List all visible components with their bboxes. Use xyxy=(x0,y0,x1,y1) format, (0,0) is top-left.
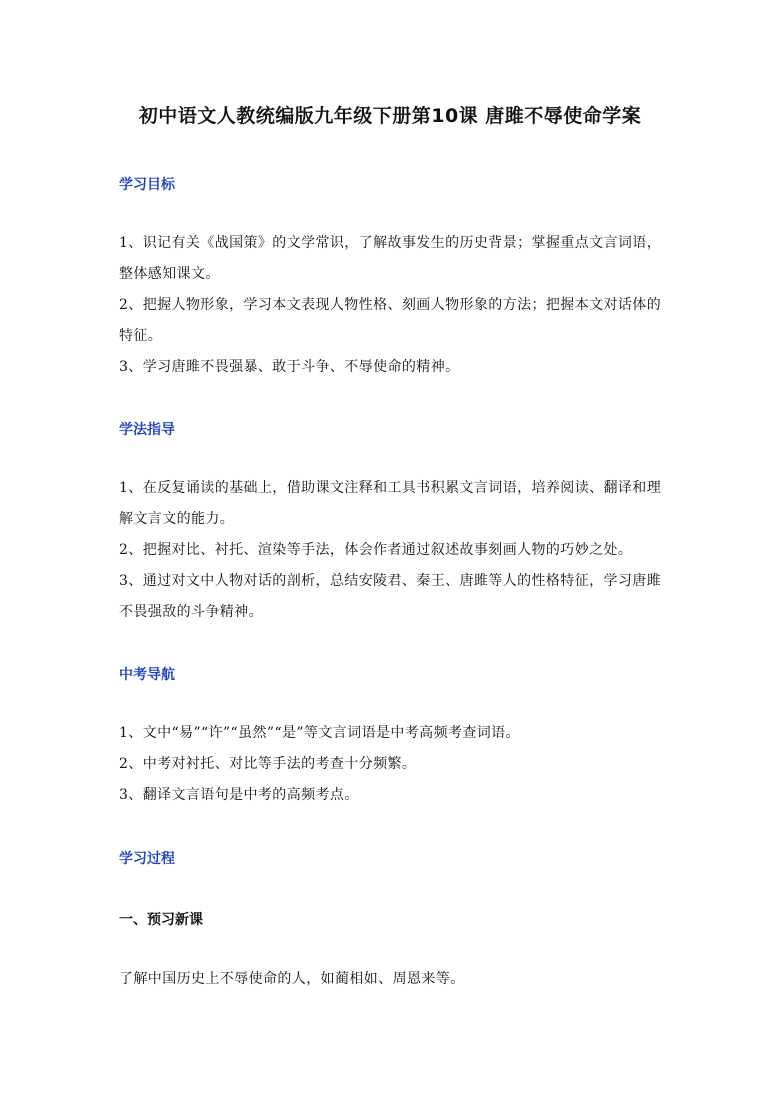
exam-guide-list xyxy=(119,718,664,811)
section-heading-exam-guide: 中考导航 xyxy=(119,667,175,683)
list-item: 2、把握人物形象，学习本文表现人物性格、刻画人物形象的方法；把握本文对话体的特征。 xyxy=(119,297,662,344)
list-item: 3、学习唐雎不畏强暴、敢于斗争、不辱使命的精神。 xyxy=(119,359,460,375)
list-item: 2、中考对衬托、对比等手法的考查十分频繁。 xyxy=(119,756,417,772)
list-item: 1、识记有关《战国策》的文学常识，了解故事发生的历史背景；掌握重点文言词语，整体感知课文。 xyxy=(119,235,662,282)
list-item: 3、通过对文中人物对话的剖析，总结安陵君、秦王、唐雎等人的性格特征，学习唐雎不畏强敌的斗争精神。 xyxy=(119,573,662,620)
paragraph-text: 了解中国历史上不辱使命的人，如蔺相如、周恩来等。 xyxy=(119,971,465,987)
section-heading-methods: 学法指导 xyxy=(119,422,175,438)
methods-list xyxy=(119,473,664,628)
preview-paragraph xyxy=(119,964,664,995)
objectives-list xyxy=(119,228,664,383)
document-title: 初中语文人教统编版九年级下册第10课 唐雎不辱使命学案 xyxy=(138,105,642,127)
section-heading-process: 学习过程 xyxy=(119,851,175,867)
section-heading-objectives: 学习目标 xyxy=(119,177,175,193)
list-item: 1、在反复诵读的基础上，借助课文注释和工具书积累文言词语，培养阅读、翻译和理解文言文的能力。 xyxy=(119,480,662,527)
list-item: 2、把握对比、衬托、渲染等手法，体会作者通过叙述故事刻画人物的巧妙之处。 xyxy=(119,542,633,558)
list-item: 1、文中“易”“许”“虽然”“是”等文言词语是中考高频考查词语。 xyxy=(119,725,520,741)
subheading-preview: 一、预习新课 xyxy=(119,912,203,928)
list-item: 3、翻译文言语句是中考的高频考点。 xyxy=(119,787,359,803)
